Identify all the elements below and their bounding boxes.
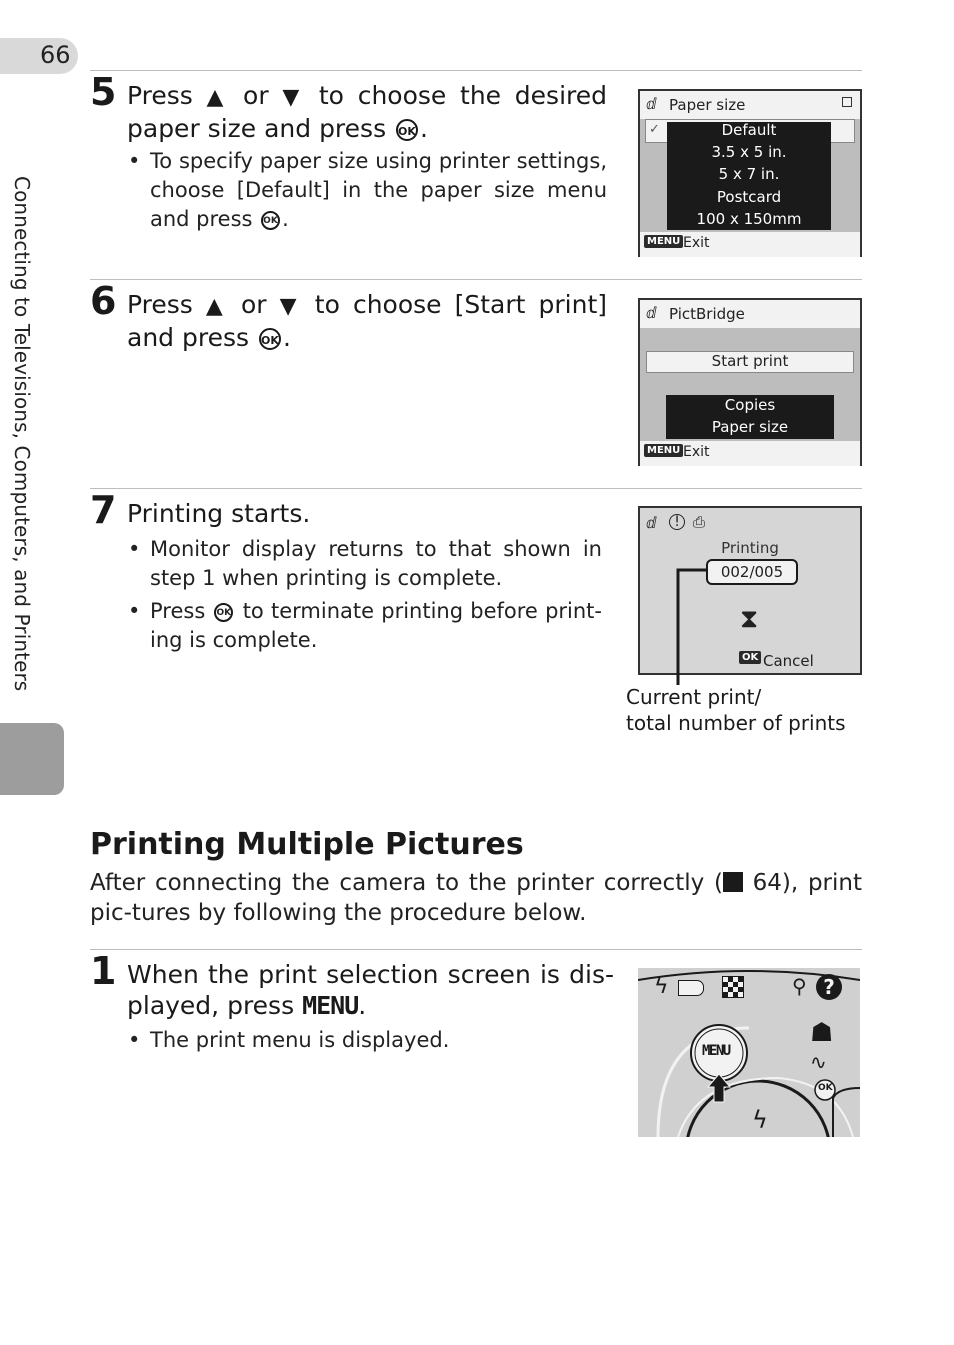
flash-icon: ϟ [654,974,669,999]
print-counter: 002/005 [706,559,798,585]
callout-line [670,560,730,690]
pictbridge-icon: ⅆ [646,95,657,113]
camera-screen-pictbridge [638,298,862,466]
camera-screen-paper-size [638,89,862,257]
pictbridge-icon: ⅆ [646,304,657,322]
menu-word: MENU [302,991,359,1020]
menu-item-start-print[interactable]: Start print [711,352,789,370]
ok-button-icon: OK [739,651,761,664]
step-number: 6 [90,279,117,323]
step-bullet: • The print menu is displayed. [128,1028,450,1052]
ok-button-icon: OK [261,211,280,230]
screen-title: Paper size [669,96,746,114]
battery-icon [678,980,704,996]
printing-status: Printing [721,539,779,557]
divider [90,279,862,280]
menu-item[interactable]: 5 x 7 in. [718,165,780,183]
divider [90,949,862,950]
pictbridge-icon: ⅆ [646,514,657,532]
cancel-label: Cancel [763,652,814,670]
screen-title: PictBridge [669,305,745,323]
divider [90,70,862,71]
ok-button-icon: OK [259,328,281,350]
step-bullet: • Press OK to terminate printing before print-ing is complete. [128,599,602,652]
chapter-thumb-tab [0,723,64,795]
section-intro: After connecting the camera to the printer correctly ( 64), print pic-tures by following the procedure below. [90,870,862,926]
flash-button-icon: ϟ [752,1106,768,1134]
step-number: 5 [90,70,117,114]
reference-icon [723,872,743,892]
down-arrow-icon: ▼ [282,85,306,110]
callout-caption-line1: Current print/ [626,685,762,709]
step-bullet: • To specify paper size using printer settings, choose [Default] in the paper size menu and press OK . [128,149,607,231]
check-icon: ✓ [649,122,660,137]
menu-item[interactable]: 3.5 x 5 in. [711,143,787,161]
step-number: 1 [90,949,117,993]
scroll-indicator-icon [842,97,852,107]
ok-button-icon: OK [396,119,418,141]
zoom-icon: ⚲ [792,974,807,998]
page-number: 66 [40,41,71,69]
divider [90,488,862,489]
chapter-side-label: Connecting to Televisions, Computers, and Printers [10,176,34,692]
alert-icon: ! [669,514,685,530]
menu-item[interactable]: 100 x 150mm [696,210,802,228]
printer-icon: ⎙ [693,513,706,531]
camera-back-illustration [638,968,860,1137]
step-number: 7 [90,488,117,532]
step-bullet: • Monitor display returns to that shown in step 1 when printing is complete. [128,537,602,590]
menu-item-default[interactable]: Default [721,121,777,139]
ok-button-icon: OK [214,603,233,622]
step-heading: When the print selection screen is dis-played, press MENU. [127,960,614,1020]
portrait-mode-icon: ☗ [810,1018,834,1048]
step-heading: Press ▲ or ▼ to choose the desired paper size and press OK . [127,81,608,143]
help-icon: ? [816,974,842,1000]
up-arrow-icon: ▲ [206,85,230,110]
section-title: Printing Multiple Pictures [90,827,524,862]
up-arrow-icon: ▲ [205,294,228,319]
step-heading: Press ▲ or ▼ to choose [Start print] and press OK . [127,290,608,352]
down-arrow-icon: ▼ [279,294,302,319]
ok-button[interactable]: OK [818,1083,833,1093]
menu-item[interactable]: Postcard [716,188,782,206]
menu-button-icon: MENU [644,235,683,248]
exit-label: Exit [683,444,710,460]
menu-button[interactable]: MENU [702,1043,730,1059]
hourglass-icon: ⧗ [740,604,759,634]
menu-item[interactable]: Copies [724,396,776,414]
menu-item[interactable]: Paper size [711,418,789,436]
step-heading: Printing starts. [127,499,311,528]
menu-button-icon: MENU [644,444,683,457]
image-mode-icon [722,976,744,998]
exit-label: Exit [683,235,710,251]
callout-caption-line2: total number of prints [626,711,846,735]
transfer-icon: ∿ [810,1050,827,1074]
